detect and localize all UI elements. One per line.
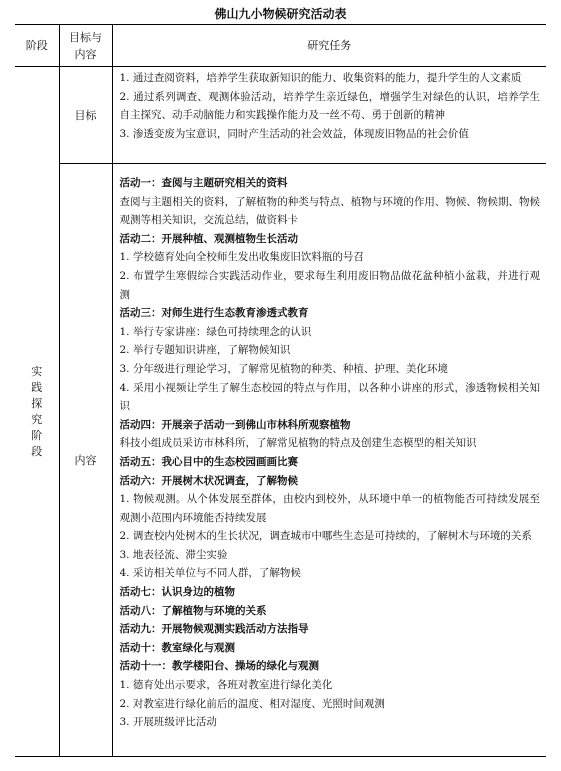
activity-heading: 活动十一：教学楼阳台、操场的绿化与观测 <box>119 660 319 673</box>
goal-item: 3. 渗透变废为宝意识，同时产生活动的社会效益，体现废旧物品的社会价值 <box>119 127 469 140</box>
activity-item: 1. 举行专家讲座：绿色可持续理念的认识 <box>119 325 312 338</box>
content-task-cell <box>112 164 546 757</box>
activity-item: 科技小组成员采访市林科所，了解常见植物的特点及创建生态模型的相关知识 <box>119 437 477 450</box>
activity-item: 查阅与主题相关的资料，了解植物的种类与特点、植物与环境的作用、物候、物候期、物候观测等相关知识，交流总结，做资料卡 <box>119 195 540 227</box>
activity-table <box>15 24 546 757</box>
activity-item: 3. 开展班级评比活动 <box>119 716 217 729</box>
activity-item: 2. 举行专题知识讲座，了解物候知识 <box>119 344 291 357</box>
activity-item: 2. 布置学生寒假综合实践活动作业，要求每生利用废旧物品做花盆种植小盆栽，并进行观测 <box>119 269 540 301</box>
stage-label: 实践探究阶段 <box>31 364 43 458</box>
stage-cell <box>15 67 59 757</box>
activity-heading: 活动二：开展种植、观测植物生长活动 <box>119 232 298 245</box>
goal-list <box>120 67 541 143</box>
activity-item: 4. 采访相关单位与不同人群，了解物候 <box>119 567 301 580</box>
activity-item: 1. 学校德育处向全校师生发出收集废旧饮料瓶的号召 <box>119 251 364 264</box>
content-label: 内容 <box>59 164 112 757</box>
goal-label: 目标 <box>59 67 112 164</box>
activity-heading: 活动八：了解植物与环境的关系 <box>119 604 267 617</box>
activity-heading: 活动一：查阅与主题研究相关的资料 <box>119 177 288 189</box>
activity-heading: 活动三：对师生进行生态教育渗透式教育 <box>119 307 309 320</box>
activity-heading: 活动五：我心目中的生态校园画画比赛 <box>119 455 298 468</box>
header-task: 研究任务 <box>112 25 546 67</box>
activity-heading: 活动九：开展物候观测实践活动方法指导 <box>119 623 309 636</box>
activity-item: 1. 物候观测。从个体发展至群体，由校内到校外，从环境中单一的植物能否可持续发展至观测小范围内环境能否持续发展 <box>119 493 540 524</box>
content-row <box>15 164 546 757</box>
activity-item: 4. 采用小视频让学生了解生态校园的特点与作用，以各种小讲座的形式，渗透物候相关知识 <box>119 381 540 413</box>
content-list <box>120 164 541 732</box>
goal-item: 1. 通过查阅资料，培养学生获取新知识的能力、收集资料的能力，提升学生的人文素质 <box>119 72 522 84</box>
activity-item: 3. 地表径流、滞尘实验 <box>119 548 228 561</box>
header-target-content: 目标与 内容 <box>59 25 112 67</box>
goal-task-cell <box>112 67 546 164</box>
activity-item: 3. 分年级进行理论学习，了解常见植物的种类、种植、护理、美化环境 <box>119 362 448 375</box>
goal-item: 2. 通过系列调查、观测体验活动，培养学生亲近绿色，增强学生对绿色的认识，培养学生自主探究、动手动脑能力和实践操作能力及一丝不苟、勇于创新的精神 <box>119 90 540 122</box>
activity-heading: 活动四：开展亲子活动一到佛山市林科所观察植物 <box>119 418 351 431</box>
table-header-row <box>15 25 546 67</box>
goal-row <box>15 67 546 164</box>
activity-item: 1. 德育处出示要求，各班对教室进行绿化美化 <box>119 679 333 692</box>
activity-item: 2. 调查校内处树木的生长状况，调查城市中哪些生态是可持续的，了解树木与环境的关系 <box>119 530 532 543</box>
activity-heading: 活动七：认识身边的植物 <box>119 586 235 599</box>
header-stage: 阶段 <box>15 25 59 67</box>
activity-heading: 活动十：教室绿化与观测 <box>119 641 235 654</box>
activity-item: 2. 对教室进行绿化前后的温度、相对湿度、光照时间观测 <box>119 697 385 710</box>
table-title: 佛山九小物候研究活动表 <box>214 7 347 21</box>
activity-heading: 活动六：开展树木状况调查，了解物候 <box>119 474 298 487</box>
